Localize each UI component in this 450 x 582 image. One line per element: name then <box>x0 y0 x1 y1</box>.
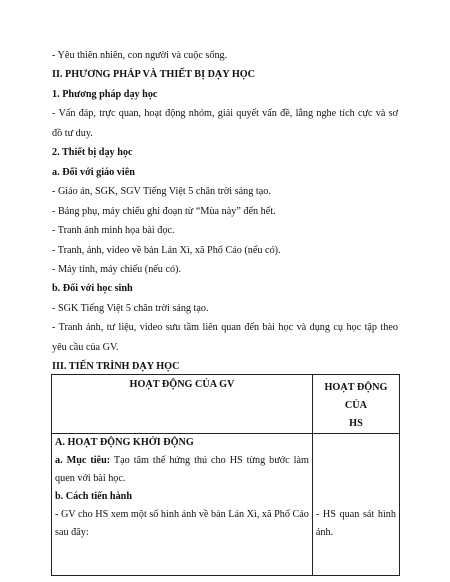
activity-title: A. HOẠT ĐỘNG KHỞI ĐỘNG <box>55 437 194 449</box>
teacher-item: - Tranh, ảnh, video về bản Lán Xì, xã Phố Cáo (nếu có). <box>52 244 281 256</box>
intro-line: - Yêu thiên nhiên, con người và cuộc sống. <box>52 50 228 61</box>
gv-column-header: HOẠT ĐỘNG CỦA GV <box>52 375 313 434</box>
hs-activity-cell <box>312 434 399 576</box>
goal-text: Tạo tâm thế hứng thú cho HS từng bước làm <box>110 455 309 467</box>
methods-line-1: - Vấn đáp, trực quan, hoạt động nhóm, giải quyết vấn đề, lắng nghe tích cực và sơ <box>52 108 398 120</box>
student-heading: b. Đối với học sinh <box>52 283 133 295</box>
teacher-item: - Bảng phụ, máy chiếu ghi đoạn từ “Mùa này” đến hết. <box>52 205 276 217</box>
teacher-item: - Tranh ảnh minh họa bài đọc. <box>52 225 175 237</box>
teacher-item: - Giáo án, SGK, SGV Tiếng Việt 5 chân trời sáng tạo. <box>52 186 271 198</box>
lesson-plan-table <box>51 374 400 576</box>
hs-step-line-1: - HS quan sát hình <box>315 509 396 521</box>
hs-step-line-2: ảnh. <box>315 527 334 539</box>
goal-label: a. Mục tiêu: <box>55 455 111 467</box>
methods-line-2: đồ tư duy. <box>52 127 93 139</box>
student-item: yêu cầu của GV. <box>52 341 119 353</box>
procedure-heading: b. Cách tiến hành <box>55 491 132 503</box>
table-row <box>52 434 400 576</box>
gv-activity-cell <box>52 434 313 576</box>
section2-heading: II. PHƯƠNG PHÁP VÀ THIẾT BỊ DẠY HỌC <box>52 69 256 81</box>
table-header-row <box>52 375 400 434</box>
goal-line-2: quen với bài học. <box>55 473 126 485</box>
student-item: - SGK Tiếng Việt 5 chân trời sáng tạo. <box>52 302 209 314</box>
hs-column-header <box>312 375 399 434</box>
gv-step-line-1: - GV cho HS xem một số hình ảnh về bản Lán Xì, xã Phố Cáo <box>55 509 309 521</box>
student-item: - Tranh ảnh, tư liệu, video sưu tầm liên quan đến bài học và dụng cụ học tập theo <box>52 322 398 334</box>
goal-line-1 <box>55 455 309 473</box>
teacher-item: - Máy tính, máy chiếu (nếu có). <box>52 263 182 275</box>
teacher-heading: a. Đối với giáo viên <box>52 166 135 178</box>
hs-header-line-1: HOẠT ĐỘNG CỦA <box>324 382 388 412</box>
methods-heading: 1. Phương pháp dạy học <box>52 88 158 100</box>
section3-heading: III. TIẾN TRÌNH DẠY HỌC <box>52 361 180 373</box>
gv-step-line-2: sau đây: <box>55 527 89 539</box>
hs-header-line-2: HS <box>349 418 363 430</box>
equipment-heading: 2. Thiết bị dạy học <box>52 147 133 159</box>
